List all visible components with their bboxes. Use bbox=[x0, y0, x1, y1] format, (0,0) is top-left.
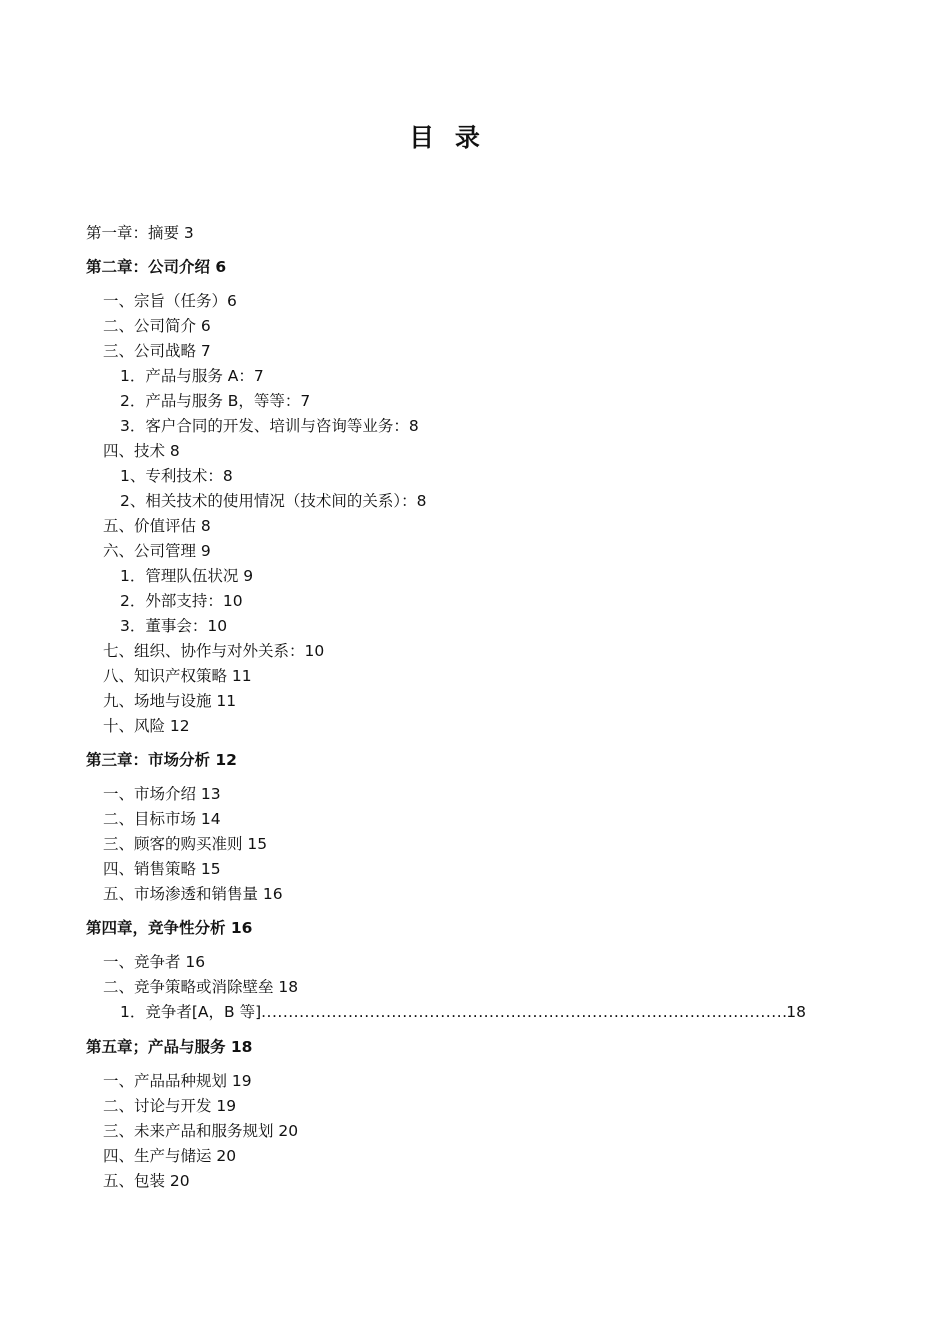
toc-item[interactable]: 八、知识产权策略 11 bbox=[103, 667, 252, 685]
toc-item[interactable]: 二、公司简介 6 bbox=[103, 317, 211, 335]
toc-subitem[interactable]: 2．外部支持：10 bbox=[120, 592, 243, 610]
toc-subitem[interactable]: 1、专利技术：8 bbox=[120, 467, 233, 485]
toc-item[interactable]: 三、顾客的购买准则 15 bbox=[103, 835, 268, 853]
toc-chapter-3[interactable]: 第三章：市场分析 12 bbox=[86, 751, 237, 769]
toc-item[interactable]: 九、场地与设施 11 bbox=[103, 692, 237, 710]
toc-subitem[interactable]: 2、相关技术的使用情况（技术间的关系）：8 bbox=[120, 492, 427, 510]
toc-subitem[interactable]: 3．董事会：10 bbox=[120, 617, 228, 635]
toc-item[interactable]: 三、公司战略 7 bbox=[103, 342, 211, 360]
toc-subitem[interactable]: 2．产品与服务 B，等等：7 bbox=[120, 392, 311, 410]
toc-subitem-label: 1．竞争者[A，B 等] bbox=[120, 1003, 262, 1021]
toc-item[interactable]: 十、风险 12 bbox=[103, 717, 190, 735]
toc-item[interactable]: 二、目标市场 14 bbox=[103, 810, 221, 828]
toc-chapter-4[interactable]: 第四章，竞争性分析 16 bbox=[86, 919, 253, 937]
toc-page-number: 18 bbox=[786, 1003, 806, 1021]
toc-item[interactable]: 五、包装 20 bbox=[103, 1172, 190, 1190]
toc-item[interactable]: 一、竞争者 16 bbox=[103, 953, 206, 971]
toc-item[interactable]: 五、市场渗透和销售量 16 bbox=[103, 885, 283, 903]
toc-item[interactable]: 七、组织、协作与对外关系：10 bbox=[103, 642, 325, 660]
toc-item[interactable]: 五、价值评估 8 bbox=[103, 517, 211, 535]
toc-chapter-5[interactable]: 第五章；产品与服务 18 bbox=[86, 1038, 253, 1056]
toc-item[interactable]: 四、销售策略 15 bbox=[103, 860, 221, 878]
toc-chapter-1[interactable]: 第一章：摘要 3 bbox=[86, 224, 194, 242]
toc-item[interactable]: 六、公司管理 9 bbox=[103, 542, 211, 560]
toc-item[interactable]: 四、技术 8 bbox=[103, 442, 180, 460]
toc-subitem[interactable]: 1．产品与服务 A：7 bbox=[120, 367, 264, 385]
dot-leader bbox=[261, 1002, 786, 1022]
toc-item[interactable]: 四、生产与储运 20 bbox=[103, 1147, 237, 1165]
toc-chapter-2[interactable]: 第二章：公司介绍 6 bbox=[86, 258, 227, 276]
toc-item[interactable]: 二、竞争策略或消除壁垒 18 bbox=[103, 978, 299, 996]
page-title: 目 录 bbox=[409, 123, 486, 152]
toc-subitem[interactable]: 3．客户合同的开发、培训与咨询等业务：8 bbox=[120, 417, 419, 435]
toc-item[interactable]: 一、宗旨（任务）6 bbox=[103, 292, 237, 310]
toc-item[interactable]: 二、讨论与开发 19 bbox=[103, 1097, 237, 1115]
toc-item[interactable]: 一、产品品种规划 19 bbox=[103, 1072, 252, 1090]
toc-item[interactable]: 三、未来产品和服务规划 20 bbox=[103, 1122, 299, 1140]
toc-item[interactable]: 一、市场介绍 13 bbox=[103, 785, 221, 803]
toc-subitem-dotted[interactable] bbox=[120, 1002, 806, 1022]
toc-subitem[interactable]: 1．管理队伍状况 9 bbox=[120, 567, 254, 585]
